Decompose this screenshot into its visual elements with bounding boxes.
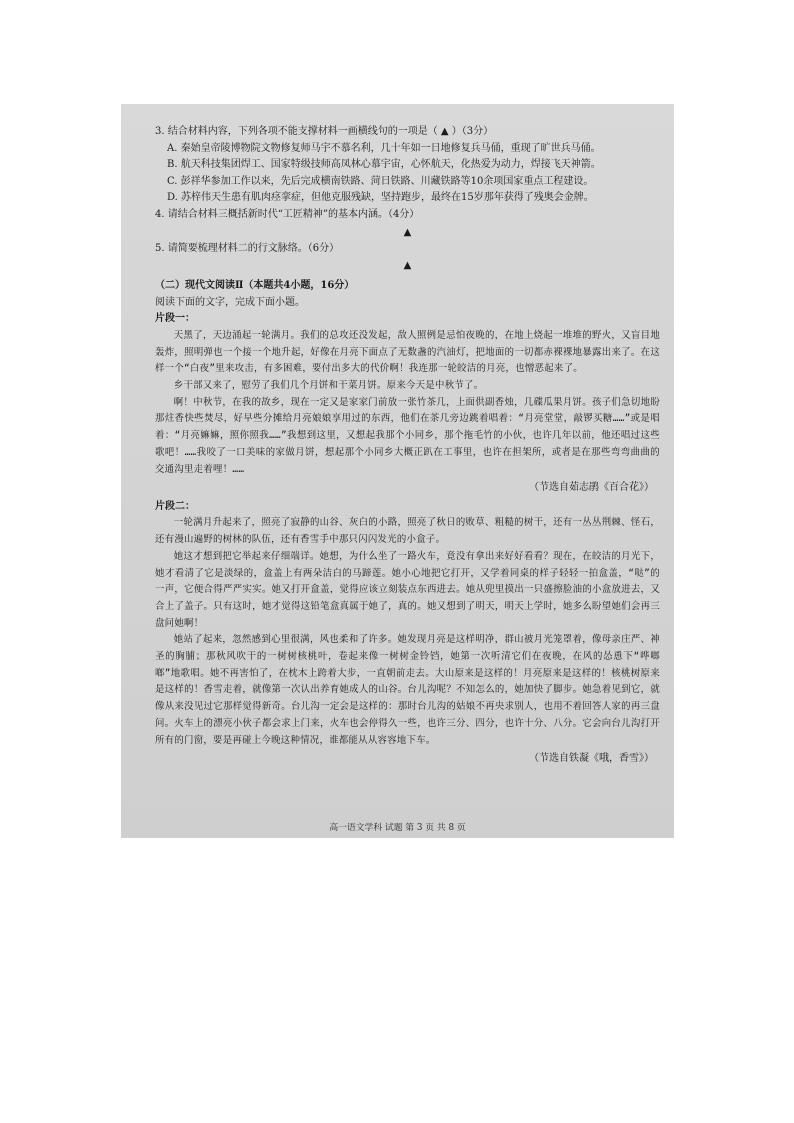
question-4-stem: 4. 请结合材料三概括新时代“工匠精神”的基本内涵。（4分） [155, 208, 420, 220]
fragment-1-paragraph-2: 乡干部又来了，慰劳了我们几个月饼和干菜月饼。原来今天是中秋节了。 [173, 380, 484, 392]
fragment-1-paragraph-3: 啊！中秋节，在我的故乡，现在一定又是家家门前放一张竹茶几，上面供副香烛，几碟瓜果月饼。孩子们急切地盼那炷香快些焚尽，好早些分摊给月亮娘娘享用过的东西，他们在茶几旁边跳着唱着：“月亮堂堂，敲锣买糖……”或是唱着：“月亮嫲嫲，照你照我……”我想到这里，又想起我那个小同乡，那个拖毛竹的小伙，也许几年以前，他还唱过这些歌吧！……我咬了一口美味的家做月饼，想起那个小同乡大概正趴在工事里，也许在担架所，或者是在那些弯弯曲曲的交通沟里走着哩！…… [155, 396, 660, 475]
section-title: （二）现代文阅读Ⅱ（本题共4小题，16分） [155, 280, 355, 292]
question-3-option-a: A. 秦始皇帝陵博物院文物修复师马宇不慕名利，几十年如一日地修复兵马俑，重现了旷世兵马俑。 [167, 142, 601, 154]
fragment-2-label: 片段二： [155, 500, 195, 512]
page-content [155, 124, 660, 770]
question-3-option-c: C. 彭祥华参加工作以来，先后完成横南铁路、菏日铁路、川藏铁路等10余项国家重点工程建设。 [167, 175, 594, 187]
question-5-answer-mark: ▲ [403, 260, 412, 272]
scanned-exam-page [121, 104, 674, 838]
question-4-answer-mark: ▲ [403, 226, 412, 238]
fragment-2-paragraph-2: 她这才想到把它举起来仔细端详。她想，为什么坐了一路火车，竟没有拿出来好好看看？现在，在皎洁的月光下，她才看清了它是淡绿的，盒盖上有两朵洁白的马蹄莲。她小心地把它打开，又学着同桌的样子轻轻一拍盒盖，“哒”的一声，它便合得严严实实。她又打开盒盖，觉得应该立刻装点东西进去。她从兜里摸出一只盛擦脸油的小盒放进去，又合上了盖子。只有这时，她才觉得这铅笔盒真属于她了，真的。她又想到了明天，明天上学时，她多么盼望她们会再三盘问她啊！ [155, 550, 660, 629]
question-5-stem: 5. 请简要梳理材料二的行文脉络。（6分） [155, 242, 340, 254]
question-3-stem: 3. 结合材料内容，下列各项不能支撑材料一画横线句的一项是（ ▲ ）（3分） [155, 126, 494, 137]
fragment-1-label: 片段一： [155, 313, 195, 325]
fragment-2-paragraph-1: 一轮满月升起来了，照亮了寂静的山谷、灰白的小路，照亮了秋日的败草、粗糙的树干，还有一丛丛荆棘、怪石，还有漫山遍野的树林的队伍，还有香雪手中那只闪闪发光的小盒子。 [155, 517, 660, 546]
fragment-1-paragraph-1: 天黑了，天边涌起一轮满月。我们的总攻还没发起，敌人照例是忌怕夜晚的，在地上烧起一堆堆的野火，又盲目地轰炸，照明弹也一个接一个地升起，好像在月亮下面点了无数盏的汽油灯，把地面的一切都赤裸裸地暴露出来了。在这样一个“白夜”里来攻击，有多困难，要付出多大的代价啊！我连那一轮皎洁的月亮，也憎恶起来了。 [155, 329, 660, 375]
fragment-1-source: （节选自茹志鹃《百合花》） [529, 482, 654, 494]
section-instruction: 阅读下面的文字，完成下面小题。 [155, 296, 305, 308]
fragment-2-paragraph-3: 她站了起来，忽然感到心里很满，风也柔和了许多。她发现月亮是这样明净，群山被月光笼罩着，像母亲庄严、神圣的胸脯；那秋风吹干的一树树核桃叶，卷起来像一树树金铃铛，她第一次听清它们在夜晚，在风的怂恿下“哗啷啷”地歌唱。她不再害怕了，在枕木上跨着大步，一直朝前走去。大山原来是这样的！月亮原来是这样的！核桃树原来是这样的！香雪走着，就像第一次认出养育她成人的山谷。台儿沟呢？不知怎么的，她加快了脚步。她急着见到它，就像从来没见过它那样觉得新奇。台儿沟一定会是这样的：那时台儿沟的姑娘不再央求别人，也用不着回答人家的再三盘问。火车上的漂亮小伙子都会求上门来，火车也会停得久一些，也许三分、四分，也许十分、八分。它会向台儿沟打开所有的门窗，要是再碰上今晚这种情况，谁都能从从容容地下车。 [155, 634, 660, 746]
question-3-option-d: D. 苏梓伟天生患有肌肉痉挛症，但他克服残缺，坚持跑步，最终在15岁那年获得了残奥会金牌。 [167, 192, 594, 204]
page-footer: 高一语文学科 试题 第 3 页 共 8 页 [329, 823, 466, 833]
question-3-option-b: B. 航天科技集团焊工、国家特级技师高凤林心慕宇宙，心怀航天，化热爱为动力，焊接飞天神箭。 [167, 159, 601, 171]
fragment-2-source: （节选自铁凝《哦，香雪》） [529, 753, 654, 765]
